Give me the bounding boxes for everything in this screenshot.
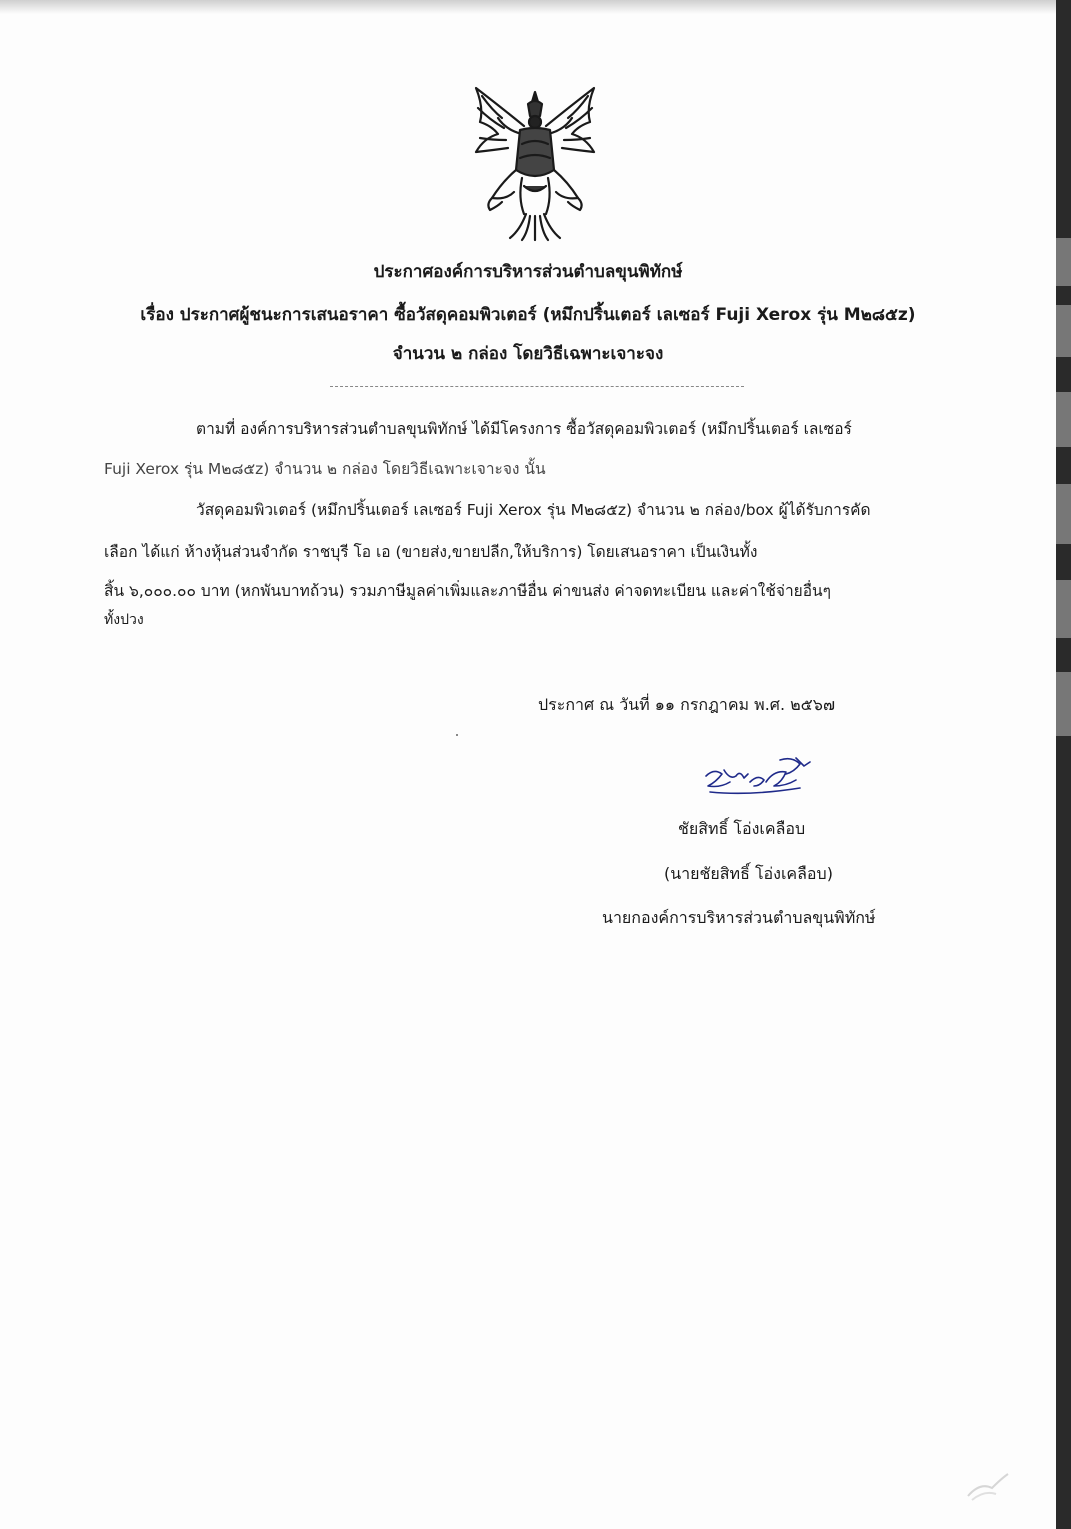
announcement-title: ประกาศองค์การบริหารส่วนตำบลขุนพิทักษ์	[373, 262, 683, 282]
body-line: Fuji Xerox รุ่น M๒๘๕z) จำนวน ๒ กล่อง โดยวิธีเฉพาะเจาะจง นั้น	[104, 460, 546, 478]
body-line: วัสดุคอมพิวเตอร์ (หมึกปริ้นเตอร์ เลเซอร์ Fuji Xerox รุ่น M๒๘๕z) จำนวน ๒ กล่อง/box ผู้ได้รับการคัด	[196, 501, 871, 519]
handwritten-signature-icon	[700, 752, 820, 802]
scan-speck	[456, 734, 458, 736]
announcement-subject: เรื่อง ประกาศผู้ชนะการเสนอราคา ซื้อวัสดุคอมพิวเตอร์ (หมึกปริ้นเตอร์ เลเซอร์ Fuji Xerox รุ่น M๒๘๕z)	[140, 305, 916, 325]
signer-full-name: (นายชัยสิทธิ์ โอ่งเคลือบ)	[664, 864, 833, 883]
signer-name: ชัยสิทธิ์ โอ่งเคลือบ	[678, 819, 806, 838]
scan-top-shadow	[0, 0, 1056, 14]
announcement-subject-continued: จำนวน ๒ กล่อง โดยวิธีเฉพาะเจาะจง	[392, 344, 664, 364]
body-line: เลือก ได้แก่ ห้างหุ้นส่วนจำกัด ราชบุรี โอ เอ (ขายส่ง,ขายปลีก,ให้บริการ) โดยเสนอราคา เป็นเงินทั้ง	[104, 543, 758, 561]
body-line: ตามที่ องค์การบริหารส่วนตำบลขุนพิทักษ์ ได้มีโครงการ ซื้อวัสดุคอมพิวเตอร์ (หมึกปริ้นเตอร์ เลเซอร์	[196, 420, 852, 438]
page-smudge	[962, 1468, 1012, 1504]
scan-right-edge	[1056, 0, 1071, 1529]
title-divider	[330, 386, 744, 387]
body-line: ทั้งปวง	[104, 612, 144, 628]
garuda-emblem-icon	[462, 78, 608, 244]
announcement-date: ประกาศ ณ วันที่ ๑๑ กรกฎาคม พ.ศ. ๒๕๖๗	[538, 695, 835, 714]
signer-position: นายกองค์การบริหารส่วนตำบลขุนพิทักษ์	[602, 908, 876, 927]
body-line: สิ้น ๖,๐๐๐.๐๐ บาท (หกพันบาทถ้วน) รวมภาษีมูลค่าเพิ่มและภาษีอื่น ค่าขนส่ง ค่าจดทะเบียน และค่าใช้จ่ายอื่นๆ	[104, 582, 831, 600]
